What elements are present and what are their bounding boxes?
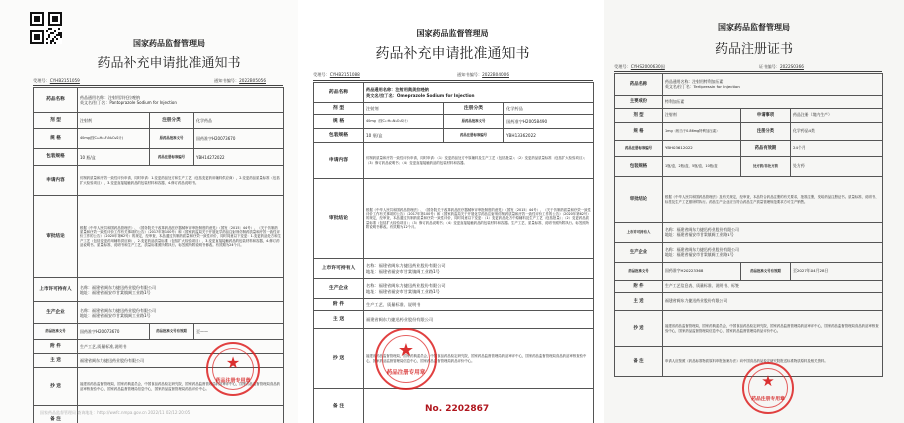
value-drug-name: 药品通用名称：注射用特利加压素 英文名/拉丁名：Terlipressin for Injection — [663, 74, 883, 96]
label-registration-class: 注册分类 — [150, 113, 194, 129]
value-dosage-form: 注射剂 — [364, 103, 444, 115]
label-dosage-form: 剂 型 — [615, 109, 663, 123]
label-standard-no: 药品注册标准编号 — [444, 129, 504, 143]
notice-no: 通知书编号：2022B05056 — [214, 78, 266, 83]
cert-no: 证书编号：2022S0366 — [759, 64, 804, 69]
value-specification: 40mg(按C₁₆H₁₅F₂N₃O₄S计) — [78, 129, 150, 149]
label-standard-no: 药品注册标准编号 — [615, 141, 663, 157]
value-manufacturer: 名称：福建省闽东力捷迅药业股份有限公司 地址：福建省福安市甘棠镇闽工业路1号 — [663, 243, 883, 263]
value-manufacturer: 名称：福建省闽东力捷迅药业股份有限公司 地址：福建省福安市甘棠镇闽工业路1号 — [364, 279, 594, 299]
value-drug-name: 药品通用名称：注射用奥美拉唑钠 英文名/拉丁名：Omeprazole Sodium for Injection — [364, 83, 594, 103]
value-application-type: 药品注册（境内生产） — [791, 109, 883, 123]
label-main-recipient: 主 送 — [615, 293, 663, 311]
value-drug-name: 药品通用名称：注射用泮托拉唑钠 英文名/拉丁名：Pantoprazole Sodium for Injection — [78, 88, 284, 113]
label-package-spec: 包装规格 — [34, 149, 78, 166]
value-approval-validity: 至2027年04月28日 — [791, 263, 883, 281]
approval-table — [313, 82, 594, 423]
value-package-spec: 1瓶/盒，2瓶/盒，5瓶/盒，10瓶/盒 — [663, 157, 741, 177]
label-approval-no: 药品批准文号 — [615, 263, 663, 281]
label-registration-class: 注册分类 — [444, 103, 504, 115]
label-manufacturer: 生产企业 — [615, 243, 663, 263]
value-standard-no: YBH14272022 — [194, 149, 284, 166]
label-remarks: 备 注 — [615, 347, 663, 377]
certificate-table — [614, 73, 883, 377]
value-approval-no: 国药准字H20073670 — [78, 324, 150, 340]
value-manufacturer: 名称：福建省闽东力捷迅药业股份有限公司 地址：福建省福安市甘棠镇闽工业路1号 — [78, 302, 284, 324]
label-remarks: 备 注 — [34, 406, 78, 423]
label-conclusion: 审批结论 — [314, 179, 364, 259]
label-attachments: 附 件 — [615, 281, 663, 293]
label-mah: 上市许可持有人 — [314, 259, 364, 279]
value-main-recipient: 福建省闽东力捷迅药业股份有限公司 — [364, 311, 594, 329]
label-package-spec: 包装规格 — [615, 157, 663, 177]
document-title: 药品补充申请批准通知书 — [375, 46, 530, 62]
label-dosage-form: 剂 型 — [34, 113, 78, 129]
value-attachments: 生产工艺,质量标准,说明书 — [78, 340, 284, 354]
value-registration-class: 化学药品 — [194, 113, 284, 129]
value-mah: 名称：福建省闽东力捷迅药业股份有限公司 地址：福建省福安市甘棠镇闽工业路1号 — [78, 278, 284, 302]
issuing-org: 国家药品监督管理局 — [718, 23, 790, 32]
value-package-spec: 10 瓶/盒 — [78, 149, 150, 166]
value-cc: 福建省药品监督管理局，国家药典委员会，中国食品药品检定研究院，国家药品监督管理局药品审评中心，国家药品监督管理局食品药品审核查验中心，国家药品监督管理局信息中心，国家药品监督管理局药品评价中心。 — [78, 368, 284, 406]
label-drug-name: 药品名称 — [314, 83, 364, 103]
value-conclusion: 根据《中华人民共和国药品管理法》、《国务院关于改革药品医疗器械审评审批制度的意见》（国发〔2015〕44号）、《关于仿制药质量和疗效一致性评价工作有关事项的公告》（2017年第100号）和《国家药监局关于开展化学药品注射剂仿制药质量和疗效一致性评价工作的公告》（2020年第62号）的规定，经审查，本品通过仿制药质量和疗效一致性评价，同时同意以下变更：1.变更药品处方和生产工艺（包括变更药用辅料供应商），2.变更药品质量标准（包括扩大检验项目），3.变更直接接触药品的包装材料和容器，4.修订药品说明书。质量标准、说明书和生产工艺、质量标准照所附执行。标签照所附说明书修改。有效期为24个月。 — [78, 196, 284, 278]
label-cc: 抄 送 — [615, 311, 663, 347]
value-dosage-form: 注射剂 — [663, 109, 741, 123]
label-drug-name: 药品名称 — [615, 74, 663, 96]
label-mah: 上市许可持有人 — [615, 223, 663, 243]
serial-number: No. 2202867 — [425, 404, 490, 414]
value-package-spec: 10 瓶/盒 — [364, 129, 444, 143]
label-specification: 规 格 — [34, 129, 78, 149]
value-standard-no: YBH03612022 — [663, 141, 741, 157]
issuing-org: 国家药品监督管理局 — [416, 29, 489, 38]
accept-no: 受理号：CYHB2151059 — [33, 78, 80, 83]
label-package-spec: 包装规格 — [314, 129, 364, 143]
label-application-content: 申请内容 — [314, 143, 364, 179]
label-mah: 上市许可持有人 — [34, 278, 78, 302]
page-footer: 国家药品监督管理局 查询地址：http://wwfc.nmpa.gov.cn 2022/11 02/12:20:05 — [40, 410, 191, 415]
label-conclusion: 审批结论 — [615, 177, 663, 223]
value-conclusion: 根据《中华人民共和国药品管理法》及有关规定，经审查，本品符合药品注册的有关要求，批准注册，发给药品注册证书。质量标准、说明书、标签及生产工艺照所附执行。药品生产企业应当符合药品生产质量管理规范要求方可生产销售。 — [663, 177, 883, 223]
label-original-approval-no: 原药品批准文号 — [444, 115, 504, 129]
official-seal: ★ 药品注册专用章 — [742, 362, 794, 414]
document-title: 药品注册证书 — [714, 42, 793, 57]
value-registration-class: 化学药品4类 — [791, 123, 883, 141]
label-main-recipient: 主 送 — [34, 354, 78, 368]
label-specification: 规 格 — [314, 115, 364, 129]
value-registration-class: 化学药品 — [504, 103, 594, 115]
label-manufacturer: 生产企业 — [34, 302, 78, 324]
document-3 — [604, 0, 904, 423]
value-approval-validity: 至—— — [194, 324, 284, 340]
value-specification: 1mg（相当于0.86mg特利加压素） — [663, 123, 741, 141]
divider — [313, 80, 593, 81]
issuing-org: 国家药品监督管理局 — [133, 39, 205, 48]
label-specification: 规 格 — [615, 123, 663, 141]
value-attachments: 生产工艺、质量标准、说明书 — [364, 299, 594, 311]
value-conclusion: 根据《中华人民共和国药品管理法》、《国务院关于改革药品医疗器械审评审批制度的意见》（国发〔2015〕44号）、《关于仿制药质量和疗效一致性评价工作有关事项的公告》（2017年第100号）和《国家药监局关于开展化学药品注射剂仿制药质量和疗效一致性评价工作的公告》（2020年第62号）的规定，经审查，本品通过仿制药质量和疗效一致性评价，同时同意以下变更：（1）变更药品处方中原辅料及生产工艺（包括批量）；（2）变更药品质量标准（包括扩大检验项目）；（3）修订药品说明书；（4）变更直接接触药品的包装材料和容器。生产工艺、质量标准、说明书照所附执行。标签照所附说明书修改。有效期为12个月。 — [364, 179, 594, 259]
value-main-recipient: 福建省闽东力捷迅药业股份有限公司 — [663, 293, 883, 311]
label-remarks: 备 注 — [314, 389, 364, 423]
document-1 — [0, 0, 298, 423]
official-seal: ★ 药品注册专用章 — [375, 328, 437, 390]
value-attachments: 生产工艺信息表、质量标准、说明书、标签 — [663, 281, 883, 293]
value-approval-no: 国药准字H20223368 — [663, 263, 741, 281]
label-approval-no: 药品批准文号 — [34, 324, 78, 340]
label-attachments: 附 件 — [314, 299, 364, 311]
value-application-content: 仿制药质量和疗效一致性评价申请，同时申请：1.变更药品处方和生产工艺（包括变更药用辅料供应商），2.变更药品质量标准（包括扩大检验项目），3.变更直接接触药品的包装材料和容器，4.修订药品说明书。 — [78, 166, 284, 196]
value-original-approval-no: 国药准字H20073670 — [194, 129, 284, 149]
label-approval-validity: 药品批准文号有效期 — [741, 263, 791, 281]
label-registration-class: 注册分类 — [741, 123, 791, 141]
label-application-content: 申请内容 — [34, 166, 78, 196]
official-seal: ★ 药品注册专用章 — [206, 342, 260, 396]
document-2 — [305, 0, 600, 423]
divider — [614, 71, 882, 72]
label-application-type: 申请事项 — [741, 109, 791, 123]
label-main-recipient: 主 送 — [314, 311, 364, 329]
label-cc: 抄 送 — [314, 329, 364, 389]
label-drug-name: 药品名称 — [34, 88, 78, 113]
notice-no: 通知书编号：2022B04006 — [457, 72, 509, 77]
divider — [33, 85, 283, 86]
label-standard-no: 药品注册标准编号 — [150, 149, 194, 166]
label-rx-otc: 处方药/非处方药 — [741, 157, 791, 177]
label-original-approval-no: 原药品批准文号 — [150, 129, 194, 149]
value-rx-otc: 处方药 — [791, 157, 883, 177]
label-manufacturer: 生产企业 — [314, 279, 364, 299]
label-shelf-life: 药品有效期 — [741, 141, 791, 157]
label-approval-validity: 药品批准文号有效期 — [150, 324, 194, 340]
value-original-approval-no: 国药准字H20058490 — [504, 115, 594, 129]
accept-no: 受理号：CYHS2000630国 — [614, 64, 665, 69]
accept-no: 受理号：CYHB2151088 — [313, 72, 360, 77]
value-mah: 名称：福建省闽东力捷迅药业股份有限公司 地址：福建省福安市甘棠镇闽工业路1号 — [663, 223, 883, 243]
value-application-content: 仿制药质量和疗效一致性评价申请，同时申请：（1）变更药品处方中原辅料及生产工艺（包括批量）；（2）变更药品质量标准（包括扩大检验项目）；（3）修订药品说明书；（4）变更直接接触药品的包装材料和容器。 — [364, 143, 594, 179]
label-cc: 抄 送 — [34, 368, 78, 406]
value-cc: 福建省药品监督管理局，国家药典委员会，中国食品药品检定研究院，国家药品监督管理局药品审评中心，国家药品监督管理局食品药品审核查验中心，国家药品监督管理局信息中心，国家药品监督管理局药品评价中心。 — [663, 311, 883, 347]
label-dosage-form: 剂 型 — [314, 103, 364, 115]
value-dosage-form: 注射剂 — [78, 113, 150, 129]
value-main-recipient: 福建省闽东力捷迅药业股份有限公司 — [78, 354, 284, 368]
label-attachments: 附 件 — [34, 340, 78, 354]
value-cc: 福建省药品监督管理局，国家药典委员会，中国食品药品检定研究院，国家药品监督管理局药品审评中心，国家药品监督管理局食品药品审核查验中心，国家药品监督管理局信息中心，国家药品监督管理局药品评价中心。 — [364, 329, 594, 389]
value-main-ingredient: 特利加压素 — [663, 96, 883, 109]
label-main-ingredient: 主要成份 — [615, 96, 663, 109]
label-conclusion: 审批结论 — [34, 196, 78, 278]
value-specification: 40mg（按C₁₇H₁₉N₃O₃S计） — [364, 115, 444, 129]
value-shelf-life: 24个月 — [791, 141, 883, 157]
value-remarks: 申请人应按照《药品标准物质原料申报备案办法》向中国食品药品检定研究院报送标准物质原料及相关资料。 — [663, 347, 883, 377]
document-title: 药品补充申请批准通知书 — [97, 56, 241, 71]
value-standard-no: YBH13362022 — [504, 129, 594, 143]
value-mah: 名称：福建省闽东力捷迅药业股份有限公司 地址：福建省福安市甘棠镇闽工业路1号 — [364, 259, 594, 279]
